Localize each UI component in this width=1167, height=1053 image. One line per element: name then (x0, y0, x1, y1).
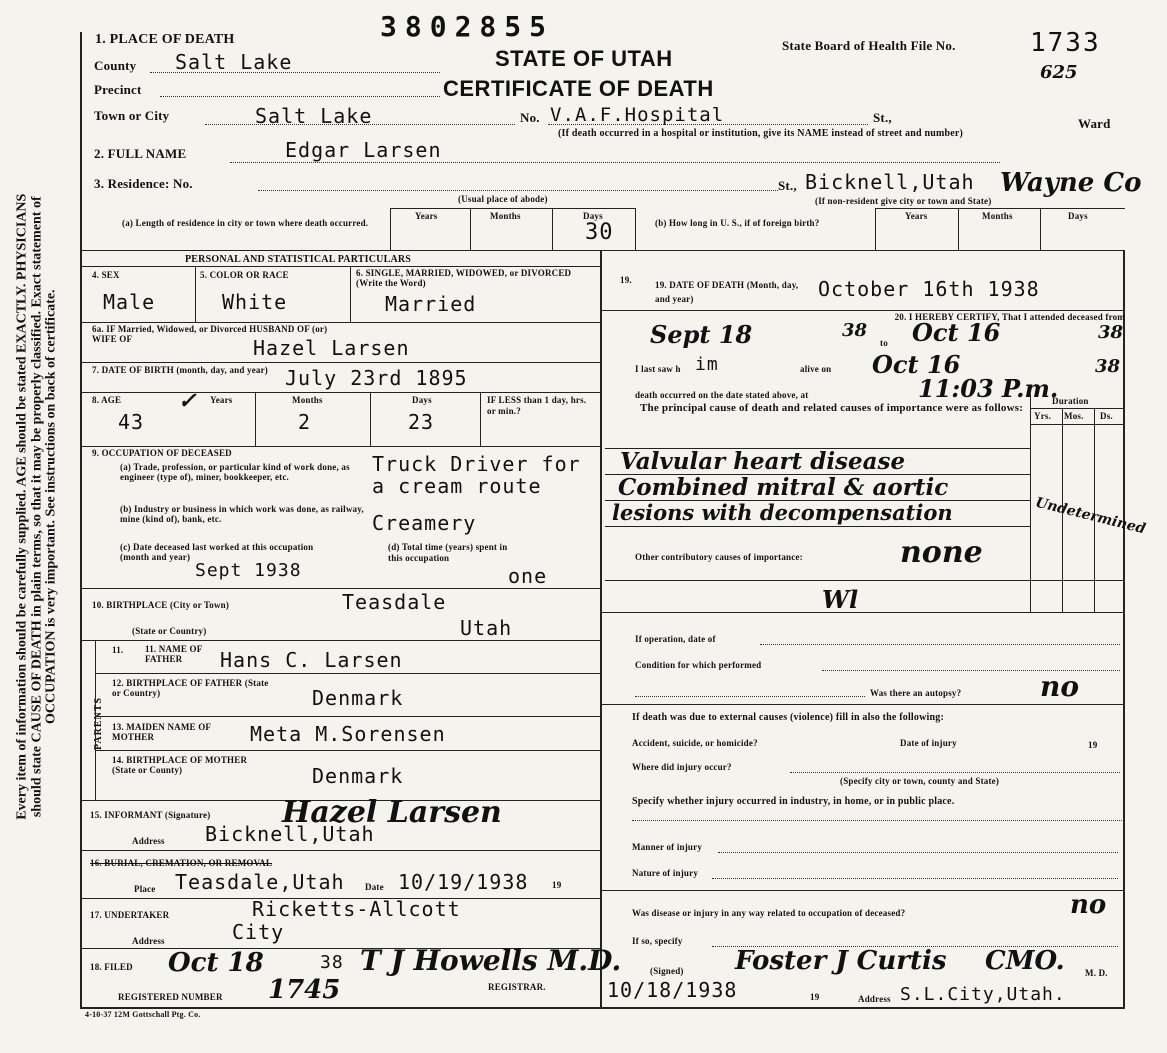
county-value: Salt Lake (175, 50, 293, 74)
color-label: 5. COLOR OR RACE (200, 270, 289, 280)
registered-number: 1745 (268, 975, 341, 1005)
duration-yrs: Yrs. (1034, 411, 1052, 421)
signed-date: 10/18/1938 (607, 978, 738, 1002)
other-causes-value: none (900, 535, 983, 570)
father-birthplace-label: 12. BIRTHPLACE OF FATHER (State or Country) (112, 678, 269, 698)
left-border (80, 32, 82, 1007)
foreign-birth-label: (b) How long in U. S., if of foreign birth? (655, 218, 820, 228)
physician-address: S.L.City,Utah. (900, 984, 1066, 1005)
industry-label: Specify whether injury occurred in industry, in home, or in public place. (632, 796, 955, 807)
occupation-related-value: no (1070, 890, 1107, 920)
condition-label: Condition for which performed (635, 660, 762, 670)
dob-label: 7. DATE OF BIRTH (month, day, and year) (92, 365, 269, 375)
birthplace-state: Utah (460, 616, 513, 640)
printer-line: 4-10-37 12M Gottschall Ptg. Co. (85, 1010, 201, 1019)
undertaker-address-label: Address (132, 936, 165, 946)
father-value: Hans C. Larsen (220, 648, 403, 672)
father-number: 11. (112, 645, 124, 655)
external-causes-label: If death was due to external causes (violence) fill in also the following: (632, 712, 945, 723)
occupation-a-line1: Truck Driver for (372, 452, 581, 476)
spouse-value: Hazel Larsen (253, 336, 410, 360)
occupation-a-line2: a cream route (372, 474, 542, 498)
length-months-label: Months (490, 211, 521, 221)
physician-address-label: Address (858, 994, 891, 1004)
length-days-label: Days (583, 211, 603, 221)
bottom-border (80, 1007, 1125, 1009)
attended-to: Oct 16 (912, 318, 1001, 347)
undertaker-label: 17. UNDERTAKER (90, 910, 170, 920)
filed-date: Oct 18 (168, 948, 264, 978)
nature-label: Nature of injury (632, 868, 699, 878)
signed-year-suffix: 19 (810, 992, 820, 1002)
sex-value: Male (103, 290, 156, 314)
burial-date: 10/19/1938 (398, 870, 529, 894)
cause-label: The principal cause of death and related causes of importance were as follows: (640, 402, 1024, 414)
age-check-mark: ✓ (178, 388, 197, 414)
ward-label: Ward (1078, 116, 1111, 131)
us-days-label: Days (1068, 211, 1088, 221)
cause-line1: Valvular heart disease (620, 448, 906, 475)
physician-signature: Foster J Curtis (735, 946, 947, 976)
physician-title: CMO. (985, 946, 1065, 976)
age-days-label: Days (412, 395, 432, 405)
mother-birthplace-label: 14. BIRTHPLACE OF MOTHER (State or County) (112, 755, 248, 775)
length-residence-label: (a) Length of residence in city or town where death occurred. (122, 218, 369, 228)
occupation-d-label: (d) Total time (years) spent in this occupation (388, 542, 508, 563)
burial-date-label: Date (365, 882, 384, 892)
birthplace-city: Teasdale (342, 590, 447, 614)
cause-line2: Combined mitral & aortic (618, 474, 949, 501)
town-label: Town or City (94, 108, 170, 123)
sex-label: 4. SEX (92, 270, 120, 280)
attended-from-year: 38 (842, 320, 868, 341)
birthplace-state-label: (State or Country) (132, 626, 207, 636)
certificate-title: CERTIFICATE OF DEATH (443, 76, 714, 101)
registered-number-label: REGISTERED NUMBER (118, 992, 223, 1002)
nonresident-note: (If non-resident give city or town and State) (815, 196, 992, 206)
filed-year: 38 (320, 952, 344, 973)
death-date-number: 19. (620, 275, 632, 285)
duration-label: Duration (1052, 396, 1089, 406)
length-years-label: Years (415, 211, 438, 221)
county-label: County (94, 58, 137, 73)
hospital-note: (If death occurred in a hospital or institution, give its NAME instead of street and number) (558, 128, 964, 139)
md-label: M. D. (1085, 968, 1108, 978)
file-no: 1733 (1030, 28, 1101, 58)
occupation-label: 9. OCCUPATION OF DECEASED (92, 448, 232, 458)
full-name-label: 2. FULL NAME (94, 146, 187, 161)
hospital-value: V.A.F.Hospital (550, 104, 725, 126)
mother-birthplace: Denmark (312, 764, 404, 788)
burial-year-suffix: 19 (552, 880, 562, 890)
occupation-related-label: Was disease or injury in any way related to occupation of deceased? (632, 908, 906, 918)
side-note-line2: should state CAUSE OF DEATH in plain terms, so that it may be properly classified. Exact statement of (28, 196, 44, 818)
death-time: 11:03 P.m. (918, 374, 1059, 403)
marital-label: 6. SINGLE, MARRIED, WIDOWED, or DIVORCED (Write the Word) (356, 268, 572, 288)
no-label: No. (520, 110, 540, 125)
usual-abode-note: (Usual place of abode) (458, 194, 548, 204)
registrar-label: REGISTRAR. (488, 982, 546, 992)
full-name-value: Edgar Larsen (285, 138, 442, 162)
place-of-death-label: 1. PLACE OF DEATH (95, 32, 235, 47)
specify-city-note: (Specify city or town, county and State) (840, 776, 1000, 786)
precinct-label: Precinct (94, 82, 142, 97)
manner-label: Manner of injury (632, 842, 703, 852)
father-birthplace: Denmark (312, 686, 404, 710)
last-saw-label: I last saw h (635, 364, 681, 374)
age-less-label: IF LESS than 1 day, hrs. or min.? (487, 395, 587, 416)
age-years-label: Years (210, 395, 233, 405)
occupation-b-value: Creamery (372, 511, 477, 535)
burial-place-label: Place (134, 884, 156, 894)
occupation-c-value: Sept 1938 (195, 560, 302, 581)
accident-label: Accident, suicide, or homicide? (632, 738, 758, 748)
parents-label: PARENTS (92, 697, 104, 750)
registrar-signature: T J Howells M.D. (360, 944, 622, 977)
file-no-secondary: 625 (1040, 62, 1078, 83)
operation-label: If operation, date of (635, 634, 716, 644)
serial-number: 3802855 (380, 10, 555, 43)
attended-to-year: 38 (1098, 322, 1124, 343)
residence-county-handwritten: Wayne Co (1000, 168, 1142, 198)
informant-address-label: Address (132, 836, 165, 846)
marital-value: Married (385, 292, 477, 316)
state-heading: STATE OF UTAH (495, 46, 673, 71)
to-label: to (880, 338, 888, 348)
other-causes-label: Other contributory causes of importance: (635, 552, 803, 562)
where-injury-label: Where did injury occur? (632, 762, 732, 772)
informant-signature: Hazel Larsen (282, 795, 502, 830)
town-value: Salt Lake (255, 104, 373, 128)
side-instructions (15, 0, 59, 1022)
certify-label: 20. I HEREBY CERTIFY, That I attended deceased from (894, 312, 1125, 322)
residence-value: Bicknell,Utah (805, 170, 975, 194)
undertaker-value: Ricketts-Allcott (252, 897, 461, 921)
duration-mos: Mos. (1064, 411, 1084, 421)
duration-value: Undetermined (1033, 494, 1148, 538)
duration-ds: Ds. (1100, 411, 1113, 421)
dob-value: July 23rd 1895 (285, 366, 468, 390)
occupation-a-label: (a) Trade, profession, or particular kind of work done, as engineer (type of), miner, bookkeeper, etc. (120, 462, 350, 482)
death-date-label: 19. DATE OF DEATH (Month, day, and year) (655, 280, 799, 304)
occurred-label: death occurred on the date stated above, at (635, 390, 809, 400)
age-label: 8. AGE (92, 395, 122, 405)
side-note-line1: Every item of information should be carefully supplied. AGE should be stated EXACTLY. PHYSICIANS (14, 193, 30, 820)
filed-label: 18. FILED (90, 962, 133, 972)
other-causes-mark: Wl (822, 585, 859, 614)
autopsy-label: Was there an autopsy? (870, 688, 962, 698)
signed-label: (Signed) (650, 966, 684, 976)
right-border (1123, 250, 1125, 1007)
us-months-label: Months (982, 211, 1013, 221)
mother-label: 13. MAIDEN NAME OF MOTHER (112, 722, 211, 742)
alive-date: Oct 16 (872, 350, 961, 379)
injury-date-label: Date of injury (900, 738, 957, 748)
burial-label: 16. BURIAL, CREMATION, OR REMOVAL (90, 858, 273, 868)
age-months-label: Months (292, 395, 323, 405)
file-no-label: State Board of Health File No. (782, 38, 956, 53)
injury-year-suffix: 19 (1088, 740, 1098, 750)
father-label: 11. NAME OF FATHER (145, 644, 203, 664)
side-note-line3: OCCUPATION is very important. See instructions on back of certificate. (43, 289, 59, 725)
age-days-value: 23 (408, 410, 435, 434)
mother-value: Meta M.Sorensen (250, 722, 446, 746)
st-label: St., (873, 110, 892, 125)
occupation-b-label: (b) Industry or business in which work was done, as railway, mine (kind of), bank, etc. (120, 504, 364, 524)
autopsy-value: no (1040, 670, 1080, 703)
color-value: White (222, 290, 288, 314)
undertaker-address: City (232, 920, 285, 944)
length-days-value: 30 (585, 220, 614, 245)
attended-from: Sept 18 (650, 320, 753, 349)
age-years-value: 43 (118, 410, 145, 434)
residence-label: 3. Residence: No. (94, 176, 193, 191)
occupation-c-label: (c) Date deceased last worked at this occupation (month and year) (120, 542, 314, 562)
occupation-d-value: one (508, 564, 548, 588)
birthplace-label: 10. BIRTHPLACE (City or Town) (92, 600, 230, 610)
cause-line3: lesions with decompensation (612, 500, 953, 525)
if-so-label: If so, specify (632, 936, 683, 946)
burial-place: Teasdale,Utah (175, 870, 345, 894)
age-months-value: 2 (298, 410, 312, 434)
us-years-label: Years (905, 211, 928, 221)
alive-label: alive on (800, 364, 832, 374)
personal-header: PERSONAL AND STATISTICAL PARTICULARS (185, 254, 412, 265)
residence-st-label: St., (778, 178, 797, 193)
informant-address: Bicknell,Utah (205, 822, 375, 846)
alive-year: 38 (1095, 356, 1121, 377)
informant-label: 15. INFORMANT (Signature) (90, 810, 211, 820)
death-date-value: October 16th 1938 (818, 277, 1040, 301)
last-saw-value: im (695, 354, 719, 375)
spouse-label: 6a. IF Married, Widowed, or Divorced HUSBAND OF (or) WIFE OF (92, 324, 328, 344)
